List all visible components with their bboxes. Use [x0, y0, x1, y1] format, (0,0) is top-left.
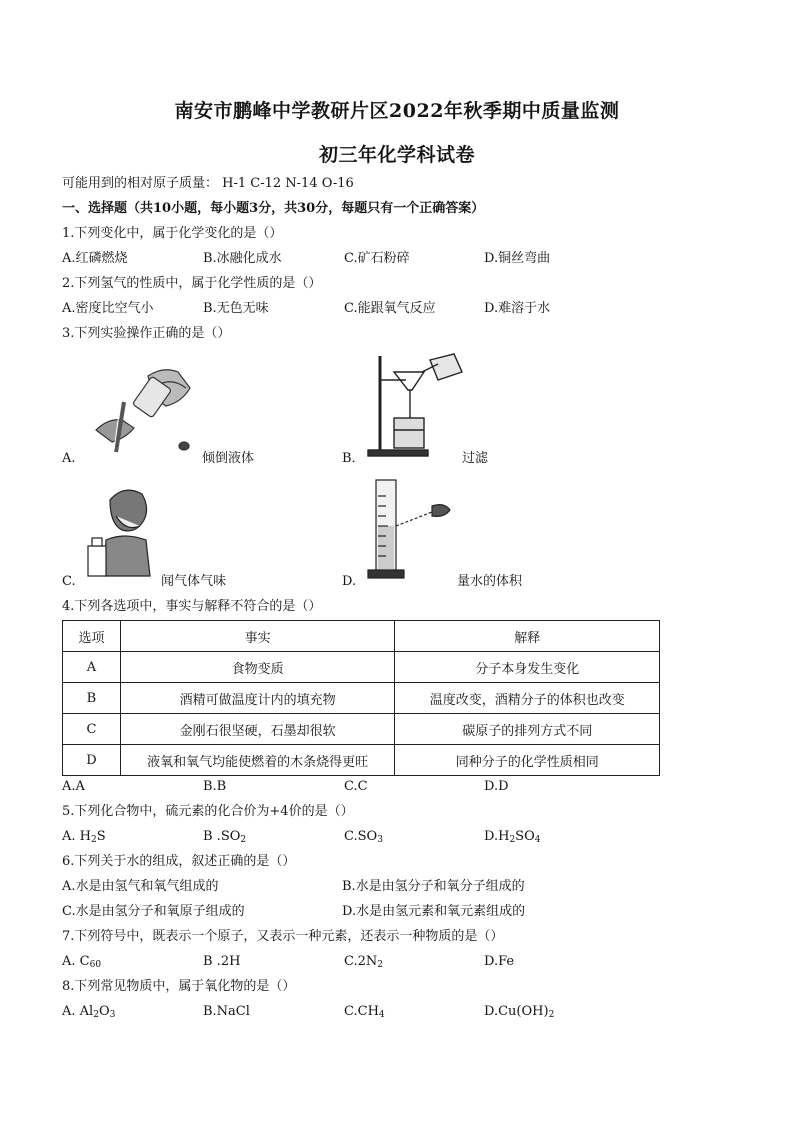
q6-option-b: B.水是由氢分子和氧分子组成的	[342, 879, 525, 894]
q7-option-c: $C.2N_2$	[344, 954, 383, 970]
q3-option-c-caption: 闻气体气味	[161, 574, 227, 589]
table-header-option: 选项	[63, 621, 121, 652]
question-8-stem: 8.下列常见物质中，属于氧化物的是（）	[62, 979, 296, 994]
q2-option-a: A.密度比空气小	[62, 301, 154, 316]
table-row	[63, 683, 660, 714]
q3-option-d-caption: 量水的体积	[457, 574, 523, 589]
table-row	[63, 745, 660, 776]
table-cell: 分子本身发生变化	[395, 652, 660, 683]
table-row	[63, 714, 660, 745]
q4-option-a: A.A	[62, 779, 85, 794]
q2-option-d: D.难溶于水	[484, 301, 551, 316]
question-7-stem: 7.下列符号中，既表示一个原子，又表示一种元素，还表示一种物质的是（）	[62, 929, 504, 944]
question-2-stem: 2.下列氢气的性质中，属于化学性质的是（）	[62, 276, 322, 291]
table-cell: 食物变质	[120, 652, 395, 683]
pouring-liquid-figure	[78, 358, 208, 458]
q7-option-a: A. $C_{60}$	[62, 954, 102, 970]
q8-option-b: B.NaCl	[203, 1004, 250, 1019]
q3-option-c-letter: C.	[62, 574, 76, 589]
filtration-figure	[360, 350, 470, 462]
table-cell: B	[63, 683, 121, 714]
page-subtitle: 初三年化学科试卷	[318, 144, 475, 166]
q4-option-d: D.D	[484, 779, 509, 794]
q6-option-d: D.水是由氢元素和氧元素组成的	[342, 904, 526, 919]
facts-table	[62, 620, 660, 776]
question-6-stem: 6.下列关于水的组成，叙述正确的是（）	[62, 854, 296, 869]
measuring-cylinder-figure	[366, 476, 456, 582]
q3-option-d-letter: D.	[342, 574, 357, 589]
q1-option-b: B.冰融化成水	[203, 251, 282, 266]
q4-option-b: B.B	[203, 779, 227, 794]
table-cell: A	[63, 652, 121, 683]
question-5-stem: 5.下列化合物中，硫元素的化合价为+4价的是（）	[62, 804, 354, 819]
q6-option-a: A.水是由氢气和氧气组成的	[62, 879, 219, 894]
table-cell: D	[63, 745, 121, 776]
q5-option-a: A. $H_2S$	[62, 829, 106, 845]
q8-option-c: $C.CH_4$	[344, 1004, 385, 1020]
q3-option-b-caption: 过滤	[462, 451, 489, 466]
q5-option-d: $D.H_2SO_4$	[484, 829, 541, 845]
q8-option-d: $D.Cu(OH)_2$	[484, 1004, 555, 1020]
q5-option-c: $C.SO_3$	[344, 829, 383, 845]
table-cell: 酒精可做温度计内的填充物	[120, 683, 395, 714]
q7-option-b: B .2H	[203, 954, 241, 969]
q8-option-a: A. $Al_2O_3$	[62, 1004, 116, 1020]
q2-option-c: C.能跟氧气反应	[344, 301, 436, 316]
table-cell: 碳原子的排列方式不同	[395, 714, 660, 745]
q1-option-d: D.铜丝弯曲	[484, 251, 551, 266]
table-header-fact: 事实	[120, 621, 395, 652]
q3-option-a-letter: A.	[62, 451, 76, 466]
q2-option-b: B.无色无味	[203, 301, 269, 316]
page-title: 南安市鹏峰中学教研片区2022年秋季期中质量监测	[174, 100, 620, 122]
table-cell: 液氧和氧气均能使燃着的木条烧得更旺	[120, 745, 395, 776]
table-row	[63, 652, 660, 683]
q3-option-b-letter: B．	[342, 451, 365, 466]
table-cell: 温度改变，酒精分子的体积也改变	[395, 683, 660, 714]
question-1-stem: 1.下列变化中，属于化学变化的是（）	[62, 226, 283, 241]
section-heading: 一、选择题（共10小题，每小题3分，共30分，每题只有一个正确答案）	[62, 201, 485, 216]
table-header-explanation: 解释	[395, 621, 660, 652]
q3-option-a-caption: 倾倒液体	[202, 451, 255, 466]
table-header-row	[63, 621, 660, 652]
question-4-stem: 4.下列各选项中，事实与解释不符合的是（）	[62, 599, 322, 614]
q1-option-a: A.红磷燃烧	[62, 251, 128, 266]
question-3-stem: 3.下列实验操作正确的是（）	[62, 326, 231, 341]
q4-option-c: C.C	[344, 779, 368, 794]
q5-option-b: B $.SO_2$	[203, 829, 247, 845]
q7-option-d: D.Fe	[484, 954, 515, 969]
table-cell: 同种分子的化学性质相同	[395, 745, 660, 776]
table-cell: 金刚石很坚硬，石墨却很软	[120, 714, 395, 745]
table-cell: C	[63, 714, 121, 745]
q1-option-c: C.矿石粉碎	[344, 251, 410, 266]
smelling-gas-figure	[84, 480, 164, 580]
atomic-masses: 可能用到的相对原子质量： H-1 C-12 N-14 O-16	[62, 176, 354, 191]
q6-option-c: C.水是由氢分子和氧原子组成的	[62, 904, 245, 919]
